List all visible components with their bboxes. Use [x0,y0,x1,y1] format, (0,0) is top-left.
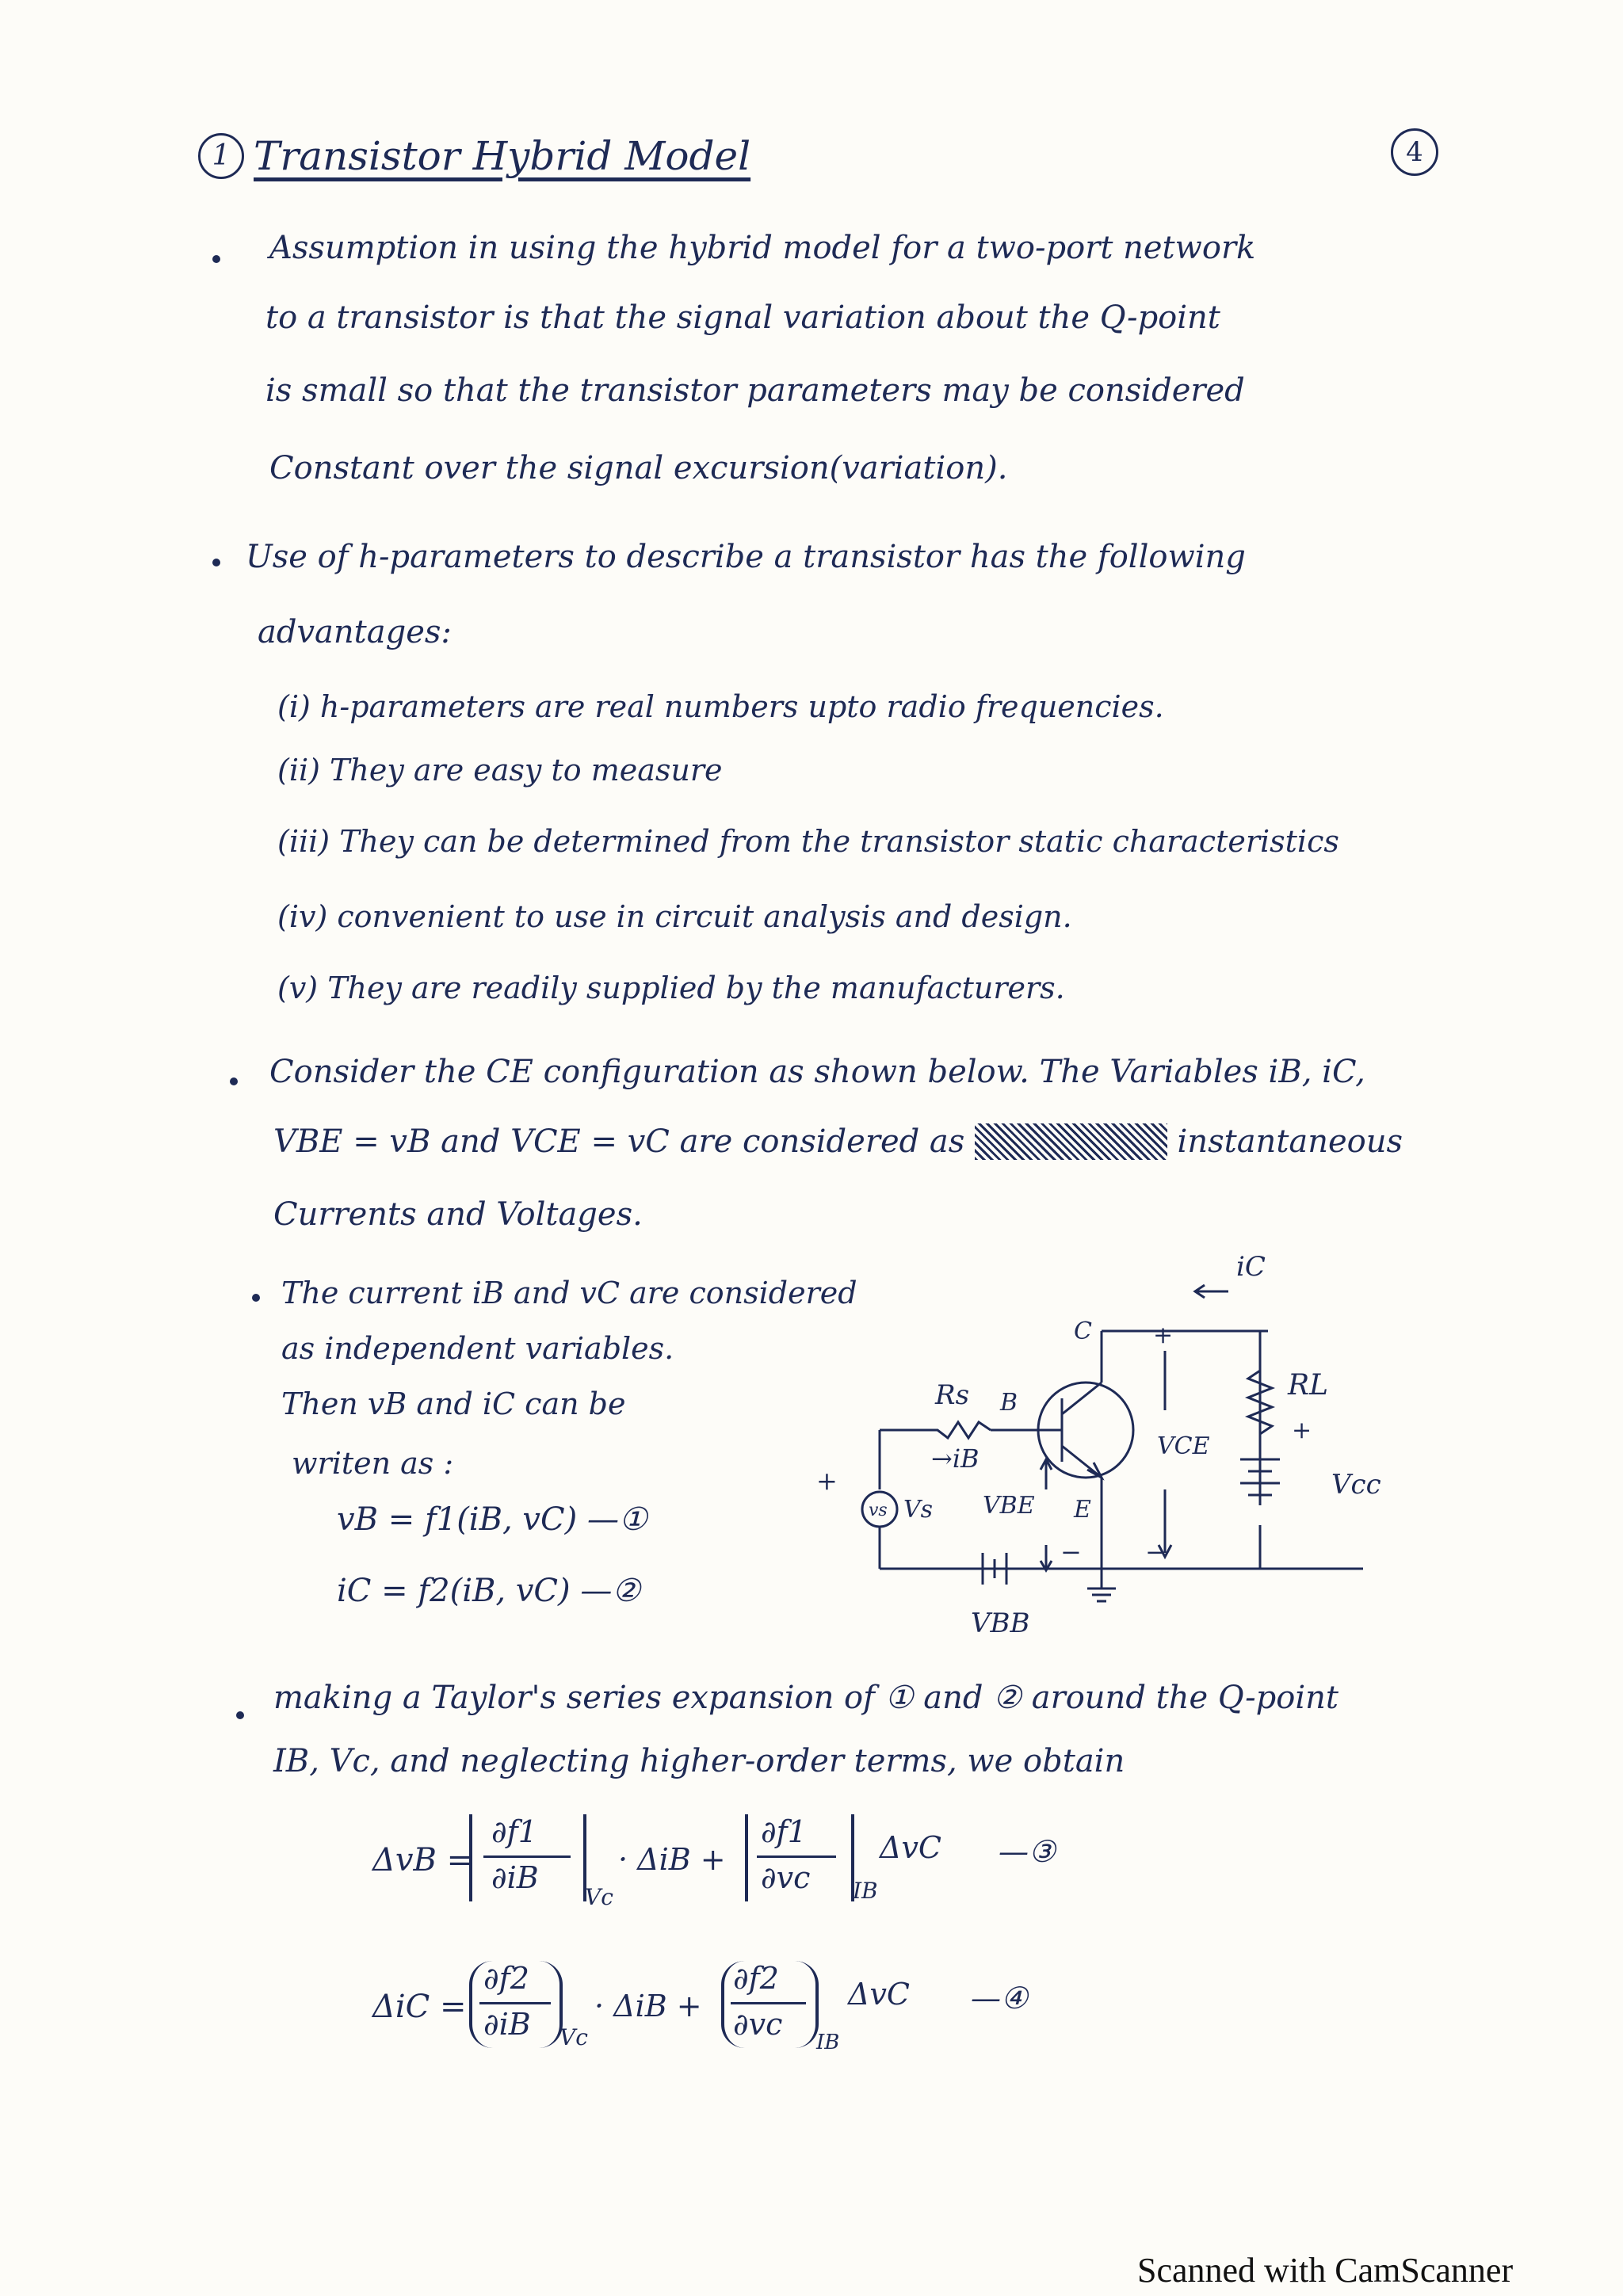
minus-vce-label: − [1145,1537,1167,1567]
eq4-mid: · ΔiB + [594,1989,702,2023]
para3-line [273,1123,1403,1160]
para1-line: Assumption in using the hybrid model for a two-port network [269,230,1256,266]
fraction-bar [731,2002,806,2004]
vbe-label: VBE [983,1492,1035,1520]
fraction-bar [483,1855,571,1858]
advantage-item: (iv) convenient to use in circuit analysis and design. [277,899,1072,934]
advantage-item: (ii) They are easy to measure [277,753,723,788]
advantage-item: (v) They are readily supplied by the manufacturers. [277,971,1065,1005]
para2-line: Use of h-parameters to describe a transistor has the following [246,539,1246,575]
rl-resistor [1248,1331,1272,1454]
bullet [212,255,220,263]
vbb-label: VBB [971,1608,1030,1639]
para3-line2-a: VBE = vB and VCE = vC are considered as [273,1123,965,1160]
para5-line: IB, Vc, and neglecting higher-order terms, we obtain [273,1743,1125,1779]
bullet [252,1294,260,1302]
ic-label: iC [1236,1252,1266,1283]
eq4-t2-sub: IB [816,2031,840,2054]
para4-line: as independent variables. [281,1331,674,1366]
eq4-t1-den: ∂iB [483,2007,531,2042]
equation-2: iC = f2(iB, vC) —② [337,1573,641,1609]
vce-label: VCE [1157,1432,1210,1460]
ce-circuit-diagram [792,1252,1474,1695]
eq3-rhs: ΔvC [880,1830,941,1865]
para1-line: is small so that the transistor parameters may be considered [265,372,1245,409]
para3-line2-b: instantaneous [1177,1123,1403,1160]
rl-label: RL [1288,1369,1329,1402]
bullet [236,1711,244,1719]
page-title: Transistor Hybrid Model [254,133,751,179]
eq4-tag: —④ [971,1981,1029,2016]
advantage-item: (i) h-parameters are real numbers upto radio frequencies. [277,689,1164,724]
eq3-t1-num: ∂f1 [491,1814,537,1849]
eq4-t1-sub: Vc [559,2024,588,2050]
base-label: B [1000,1389,1018,1417]
eq4-t2-num: ∂f2 [733,1961,779,1996]
eq4-t2-den: ∂vc [733,2007,783,2042]
rs-resistor [911,1422,991,1438]
eq4-rhs: ΔvC [848,1977,910,2012]
para4-line: writen as : [292,1446,454,1481]
eq4-lhs: ΔiC = [372,1989,467,2025]
rs-label: Rs [935,1379,970,1411]
equation-4 [372,1961,1086,2072]
collector-label: C [1074,1318,1092,1345]
para5-line: making a Taylor's series expansion of ① and ② around the Q-point [273,1680,1338,1716]
plus-vcc-label: + [1292,1417,1312,1444]
eq3-tag: —③ [999,1834,1056,1869]
eq3-lhs: ΔvB = [372,1842,474,1878]
para4-line: Then vB and iC can be [281,1386,626,1421]
page-number: 4 [1391,128,1438,176]
para1-line: Constant over the signal excursion(variation). [269,450,1008,486]
crossed-out-text [975,1123,1167,1160]
advantage-item: (iii) They can be determined from the transistor static characteristics [277,824,1339,859]
eq3-t2-num: ∂f1 [761,1814,807,1849]
equation-1: vB = f1(iB, vC) —① [337,1501,647,1538]
bullet [230,1077,238,1085]
emitter-label: E [1074,1496,1091,1524]
fraction-bar [479,2002,551,2004]
plus-vce-label: + [1153,1322,1174,1349]
eq3-t1-den: ∂iB [491,1860,539,1895]
equation-3 [372,1814,1086,1925]
vs-plus-label: + [816,1466,838,1496]
vs-circle-label: vs [869,1501,888,1520]
eq3-t1-sub: Vc [585,1884,613,1910]
para2-line: advantages: [258,614,452,650]
para3-line: Currents and Voltages. [273,1196,643,1233]
eq4-t1-num: ∂f2 [483,1961,529,1996]
scanner-watermark: Scanned with CamScanner [1137,2251,1514,2290]
vs-label: Vs [903,1496,934,1524]
eq3-t2-sub: IB [853,1878,878,1904]
bullet [212,559,220,566]
para3-line: Consider the CE configuration as shown below. The Variables iB, iC, [269,1054,1365,1090]
section-number: 1 [198,133,244,179]
eq3-t2-den: ∂vc [761,1860,811,1895]
ib-label: →iB [931,1444,980,1474]
fraction-bar [757,1855,836,1858]
vcc-label: Vcc [1331,1469,1381,1501]
minus-vbe-label: − [1060,1537,1082,1567]
eq3-mid: · ΔiB + [618,1842,726,1877]
para4-line: The current iB and vC are considered [281,1276,857,1310]
para1-line: to a transistor is that the signal variation about the Q-point [265,299,1220,336]
